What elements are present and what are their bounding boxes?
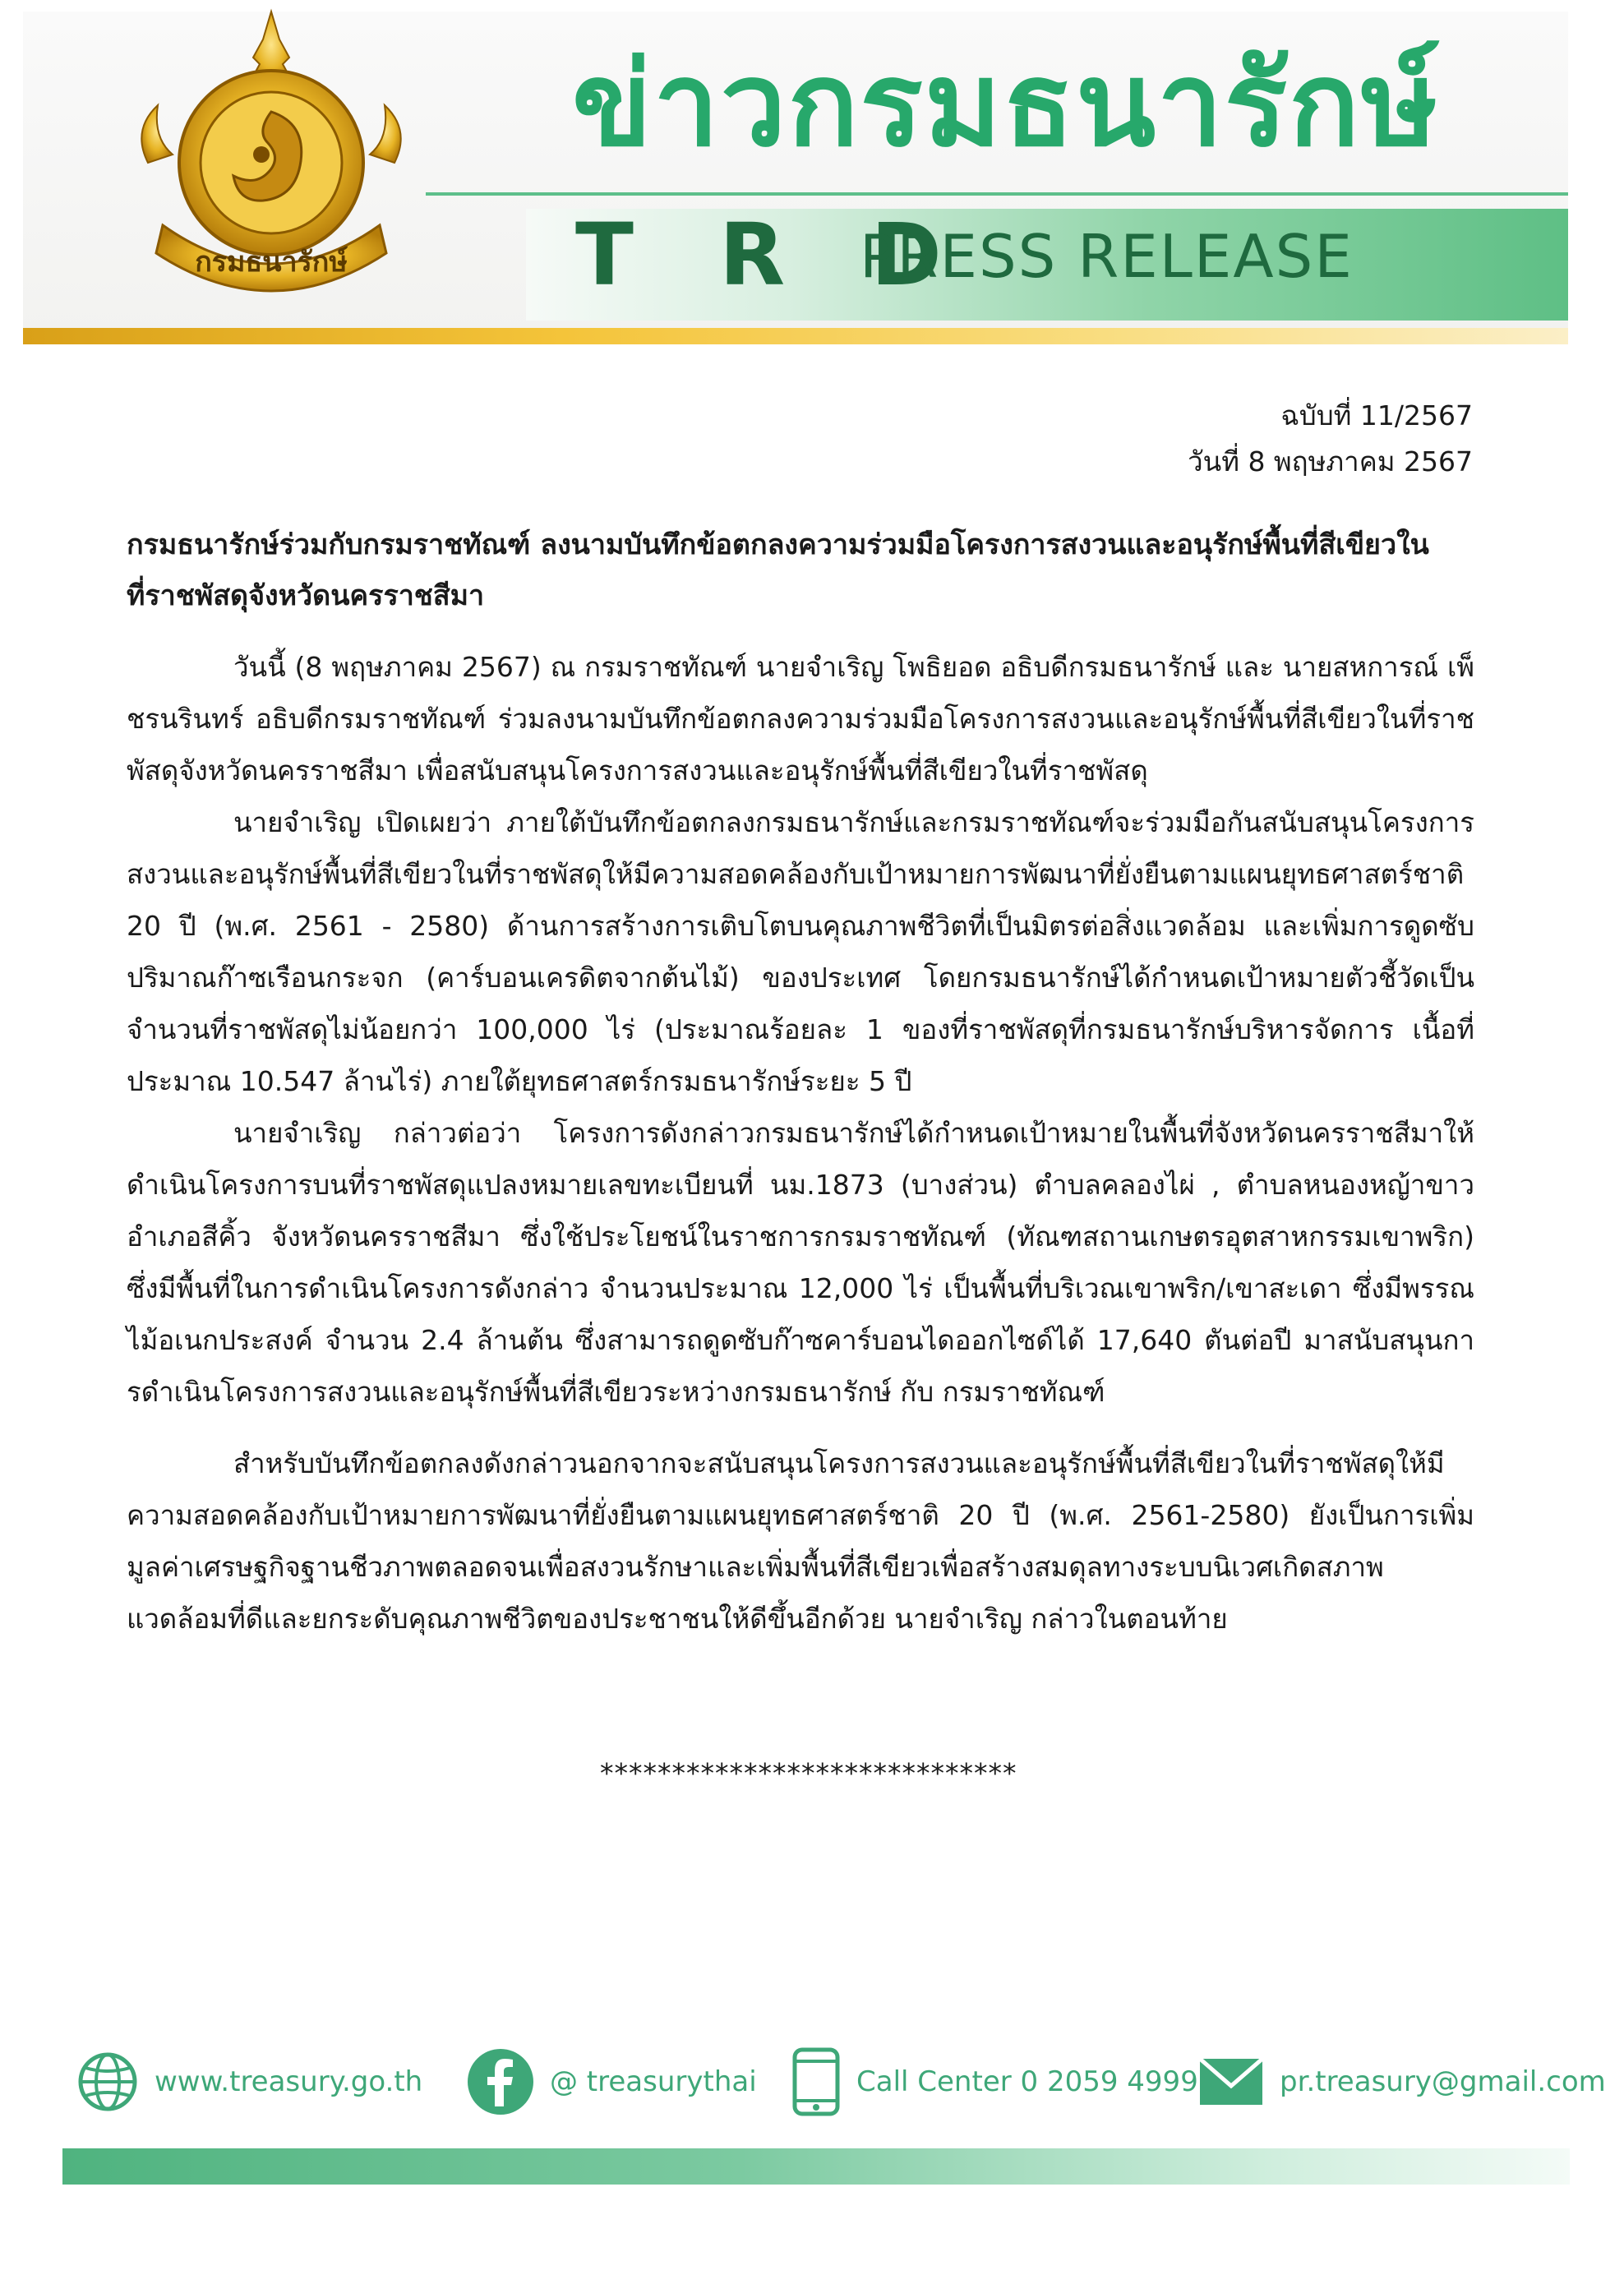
article-body — [127, 641, 1474, 1645]
treasury-department-logo — [115, 7, 427, 319]
headline-line-1: กรมธนารักษ์ร่วมกับกรมราชทัณฑ์ ลงนามบันทึกข้อตกลงความร่วมมือโครงการสงวนและอนุรักษ์พื้นที่สีเขียวใน — [127, 528, 1429, 561]
paragraph-3: นายจำเริญ กล่าวต่อว่า โครงการดังกล่าวกรมธนารักษ์ได้กำหนดเป้าหมายในพื้นที่จังหวัดนครราชสีมาให้ดำเนินโครงการบนที่ราชพัสดุแปลงหมายเลขทะเบียนที่ นม.1873 (บางส่วน) ตำบลคลองไผ่ , ตำบลหนองหญ้าขาว อำเภอสีคิ้ว จังหวัดนครราชสีมา ซึ่งใช้ประโยชน์ในราชการกรมราชทัณฑ์ (ทัณฑสถานเกษตรอุตสาหกรรมเขาพริก) ซึ่งมีพื้นที่ในการดำเนินโครงการดังกล่าว จำนวนประมาณ 12,000 ไร่ เป็นพื้นที่บริเวณเขาพริก/เขาสะเดา ซึ่งมีพรรณไม้อเนกประสงค์ จำนวน 2.4 ล้านต้น ซึ่งสามารถดูดซับก๊าซคาร์บอนไดออกไซด์ได้ 17,640 ตันต่อปี มาสนับสนุนการดำเนินโครงการสงวนและอนุรักษ์พื้นที่สีเขียวระหว่างกรมธนารักษ์ กับ กรมราชทัณฑ์ — [127, 1117, 1474, 1408]
email-address[interactable]: pr.treasury@gmail.com — [1280, 2065, 1606, 2098]
press-release-label: PRESS RELEASE — [860, 222, 1354, 291]
facebook-handle[interactable]: @ treasurythai — [550, 2065, 757, 2098]
website-link[interactable]: www.treasury.go.th — [155, 2065, 423, 2098]
header-gold-strip — [23, 328, 1568, 344]
logo-ribbon-text: กรมธนารักษ์ — [195, 246, 348, 279]
department-news-title: ข่าวกรมธนารักษ์ — [572, 37, 1440, 173]
footer-facebook[interactable] — [466, 2045, 757, 2119]
paragraph-1: วันนี้ (8 พฤษภาคม 2567) ณ กรมราชทัณฑ์ นายจำเริญ โพธิยอด อธิบดีกรมธนารักษ์ และ นายสหการณ์ เพ็ชรนรินทร์ อธิบดีกรมราชทัณฑ์ ร่วมลงนามบันทึกข้อตกลงความร่วมมือโครงการสงวนและอนุรักษ์พื้นที่สีเขียวในที่ราชพัสดุจังหวัดนครราชสีมา เพื่อสนับสนุนโครงการสงวนและอนุรักษ์พื้นที่สีเขียวในที่ราชพัสดุ — [127, 651, 1474, 787]
facebook-icon — [466, 2047, 535, 2116]
phone-icon — [791, 2046, 842, 2117]
end-of-article-marker: ***************************** — [600, 1757, 1017, 1789]
footer-green-bar — [62, 2148, 1570, 2185]
contact-footer — [76, 2045, 1606, 2119]
issue-date: วันที่ 8 พฤษภาคม 2567 — [1188, 445, 1473, 478]
header-divider — [426, 192, 1568, 196]
paragraph-4: สำหรับบันทึกข้อตกลงดังกล่าวนอกจากจะสนับสนุนโครงการสงวนและอนุรักษ์พื้นที่สีเขียวในที่ราชพัสดุให้มีความสอดคล้องกับเป้าหมายการพัฒนาที่ยั่งยืนตามแผนยุทธศาสตร์ชาติ 20 ปี (พ.ศ. 2561-2580) ยังเป็นการเพิ่มมูลค่าเศรษฐกิจฐานชีวภาพตลอดจนเพื่อสงวนรักษาและเพิ่มพื้นที่สีเขียวเพื่อสร้างสมดุลทางระบบนิเวศเกิดสภาพแวดล้อมที่ดีและยกระดับคุณภาพชีวิตของประชาชนให้ดีขึ้นอีกด้วย นายจำเริญ กล่าวในตอนท้าย — [127, 1447, 1474, 1635]
issue-number: ฉบับที่ 11/2567 — [1280, 399, 1473, 431]
footer-call-center[interactable] — [791, 2045, 1198, 2119]
headline — [127, 519, 1474, 621]
globe-icon — [76, 2050, 140, 2114]
footer-email[interactable] — [1197, 2045, 1606, 2119]
issue-info — [1188, 393, 1473, 485]
trd-label: T R D — [575, 205, 970, 305]
footer-website[interactable] — [76, 2045, 422, 2119]
paragraph-2: นายจำเริญ เปิดเผยว่า ภายใต้บันทึกข้อตกลงกรมธนารักษ์และกรมราชทัณฑ์จะร่วมมือกันสนับสนุนโครงการสงวนและอนุรักษ์พื้นที่สีเขียวในที่ราชพัสดุให้มีความสอดคล้องกับเป้าหมายการพัฒนาที่ยั่งยืนตามแผนยุทธศาสตร์ชาติ 20 ปี (พ.ศ. 2561 - 2580) ด้านการสร้างการเติบโตบนคุณภาพชีวิตที่เป็นมิตรต่อสิ่งแวดล้อม และเพิ่มการดูดซับปริมาณก๊าซเรือนกระจก (คาร์บอนเครดิตจากต้นไม้) ของประเทศ โดยกรมธนารักษ์ได้กำหนดเป้าหมายตัวชี้วัดเป็นจำนวนที่ราชพัสดุไม่น้อยกว่า 100,000 ไร่ (ประมาณร้อยละ 1 ของที่ราชพัสดุที่กรมธนารักษ์บริหารจัดการ เนื้อที่ประมาณ 10.547 ล้านไร่) ภายใต้ยุทธศาสตร์กรมธนารักษ์ระยะ 5 ปี — [127, 806, 1474, 1097]
mail-icon — [1197, 2056, 1265, 2107]
headline-line-2: ที่ราชพัสดุจังหวัดนครราชสีมา — [127, 579, 485, 612]
call-center-number[interactable]: Call Center 0 2059 4999 — [856, 2065, 1198, 2098]
